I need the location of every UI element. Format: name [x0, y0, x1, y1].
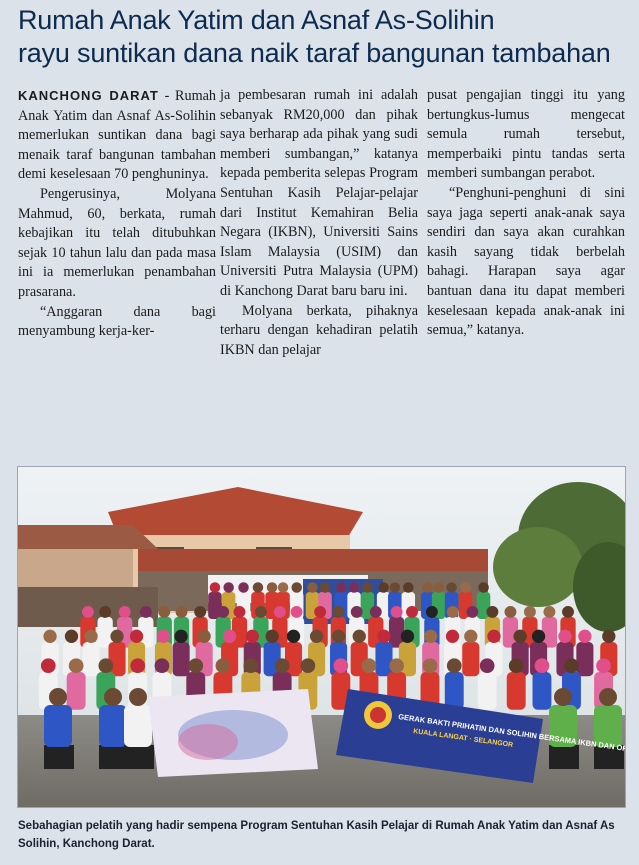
person-head: [558, 630, 571, 643]
person-head: [246, 630, 259, 643]
person-head: [119, 606, 131, 618]
person-head: [310, 630, 323, 643]
person-head: [378, 582, 389, 593]
person-head: [353, 630, 366, 643]
person-head: [403, 582, 414, 593]
person-head: [307, 582, 318, 593]
person-head: [267, 582, 278, 593]
person-head: [478, 582, 489, 593]
paragraph-1: [18, 86, 216, 185]
person-head: [49, 688, 67, 706]
person-head: [460, 582, 471, 593]
person-head: [129, 688, 147, 706]
paragraph-4: Molyana berkata, pihaknya terharu dengan kehadiran pelatih IKBN dan pelajar: [220, 302, 418, 358]
person-head: [274, 606, 286, 618]
paragraph-3: “Anggaran dana bagi menyambung kerja-ker-: [18, 303, 216, 340]
person-head: [332, 630, 345, 643]
person-body: [478, 672, 497, 710]
article-column-2: [220, 86, 418, 360]
person-head: [291, 582, 302, 593]
person-head: [320, 582, 331, 593]
person-legs: [124, 745, 154, 769]
person-head: [155, 658, 170, 673]
person-head: [599, 688, 617, 706]
person-head: [188, 658, 203, 673]
person-head: [362, 582, 373, 593]
person-head: [216, 658, 231, 673]
person-head: [336, 582, 347, 593]
person-body: [507, 672, 526, 710]
person-head: [98, 658, 113, 673]
person-body: [462, 642, 479, 676]
person-head: [391, 606, 403, 618]
headline-line-1: Rumah Anak Yatim dan Asnaf As-Solihin: [18, 5, 495, 35]
person-body: [124, 705, 152, 747]
person-head: [255, 606, 267, 618]
person-head: [513, 630, 526, 643]
person-body: [375, 642, 392, 676]
person-head: [466, 606, 478, 618]
paragraph-4-continued: pusat pengajian tinggi itu yang bertungkus-lumus mengecat semula rumah tersebut, memperbaiki pintu tandas serta memberi sumbangan perabot.: [427, 87, 625, 182]
headline: [18, 4, 630, 70]
person-body: [44, 705, 72, 747]
person-head: [99, 606, 111, 618]
person-head: [158, 606, 170, 618]
person-head: [349, 582, 360, 593]
person-head: [426, 606, 438, 618]
person-head: [130, 658, 145, 673]
person-legs: [549, 745, 579, 769]
person-head: [223, 582, 234, 593]
person-body: [533, 672, 552, 710]
person-head: [446, 630, 459, 643]
front-banner-left: [148, 689, 318, 777]
paragraph-5: “Penghuni-penghuni di sini saya jaga seperti anak-anak saya sendiri dan saya akan curahkan kasih sayang tidak berbelah bahagi. Harapan saya agar bantuan dana itu dapat memberi keselesaan kepada anak-anak ini semua,” katanya.: [427, 184, 625, 339]
person-head: [554, 688, 572, 706]
person-head: [234, 606, 246, 618]
person-head: [301, 658, 316, 673]
person-body: [67, 672, 86, 710]
paragraph-3-continued: ja pembesaran rumah ini adalah sebanyak RM20,000 dan pihak saya berharap ada pihak yang sudi memberi sumbangan,” katanya kepada pemberita selepas Program Sentuhan Kasih Pelajar-pelajar dari Institut Kemahiran Belia Negara (IKBN), Universiti Sains Islam Malaysia (USIM) dan Universiti Putra Malaysia (UPM) di Kanchong Darat baru baru ini.: [220, 87, 418, 299]
person-head: [390, 582, 401, 593]
person-head: [291, 606, 303, 618]
person-head: [43, 630, 56, 643]
person-head: [140, 606, 152, 618]
person-body: [99, 705, 127, 747]
person-body: [576, 642, 593, 676]
person-head: [197, 630, 210, 643]
dateline: KANCHONG DARAT: [18, 88, 159, 103]
person-head: [84, 630, 97, 643]
person-head: [210, 582, 221, 593]
person-head: [524, 606, 536, 618]
person-head: [314, 606, 326, 618]
paragraph-2: Pengerusinya, Molyana Mahmud, 60, berkata, rumah kebajikan itu telah ditubuhkan sejak 10 tahun lalu dan pada masa ini ia memerlukan penambahan prasarana.: [18, 185, 216, 300]
person-head: [578, 630, 591, 643]
group-photo-illustration: [18, 467, 625, 807]
person-head: [265, 630, 278, 643]
person-head: [243, 658, 258, 673]
person-head: [446, 582, 457, 593]
person-head: [535, 658, 550, 673]
person-head: [532, 630, 545, 643]
headline-line-2: rayu suntikan dana naik taraf bangunan tambahan: [18, 38, 611, 68]
person-head: [287, 630, 300, 643]
person-head: [480, 658, 495, 673]
person-head: [504, 606, 516, 618]
photo-caption: Sebahagian pelatih yang hadir sempena Program Sentuhan Kasih Pelajar di Rumah Anak Yatim dan Asnaf As Solihin, Kanchong Darat.: [18, 820, 615, 850]
person-head: [69, 658, 84, 673]
person-head: [406, 606, 418, 618]
person-body: [83, 642, 100, 676]
person-head: [377, 630, 390, 643]
person-head: [423, 658, 438, 673]
person-head: [157, 630, 170, 643]
person-head: [486, 606, 498, 618]
person-body: [108, 642, 125, 676]
person-head: [223, 630, 236, 643]
person-head: [562, 606, 574, 618]
person-head: [596, 658, 611, 673]
person-head: [447, 606, 459, 618]
person-head: [422, 582, 433, 593]
person-head: [217, 606, 229, 618]
person-head: [602, 630, 615, 643]
person-head: [278, 582, 289, 593]
person-head: [447, 658, 462, 673]
banner-subtext: KUALA LANGAT · SELANGOR: [412, 728, 514, 749]
person-head: [370, 606, 382, 618]
person-head: [433, 582, 444, 593]
person-head: [487, 630, 500, 643]
person-head: [194, 606, 206, 618]
group-photo: [17, 466, 626, 808]
person-head: [82, 606, 94, 618]
article-column-3: [427, 86, 625, 341]
person-head: [65, 630, 78, 643]
person-head: [509, 658, 524, 673]
person-head: [424, 630, 437, 643]
person-head: [389, 658, 404, 673]
person-head: [464, 630, 477, 643]
person-head: [238, 582, 249, 593]
person-head: [130, 630, 143, 643]
person-head: [110, 630, 123, 643]
person-body: [173, 642, 190, 676]
person-head: [174, 630, 187, 643]
person-head: [275, 658, 290, 673]
person-head: [543, 606, 555, 618]
person-head: [253, 582, 263, 593]
paragraph-1-text: - Rumah Anak Yatim dan Asnaf As-Solihin memerlukan suntikan dana bagi menaik taraf bangunan tambahan demi keselesaan 70 penghuninya.: [18, 88, 216, 183]
person-head: [362, 658, 377, 673]
person-head: [401, 630, 414, 643]
person-head: [332, 606, 344, 618]
person-body: [285, 642, 302, 676]
article-column-1: [18, 86, 216, 342]
person-head: [104, 688, 122, 706]
person-legs: [44, 745, 74, 769]
banner-text: GERAK BAKTI PRIHATIN DAN SOLIHIN BERSAMA IKBN DAN ORANG: [397, 712, 625, 756]
person-head: [564, 658, 579, 673]
person-body: [445, 672, 464, 710]
person-head: [351, 606, 363, 618]
person-head: [333, 658, 348, 673]
person-head: [176, 606, 188, 618]
person-head: [41, 658, 56, 673]
